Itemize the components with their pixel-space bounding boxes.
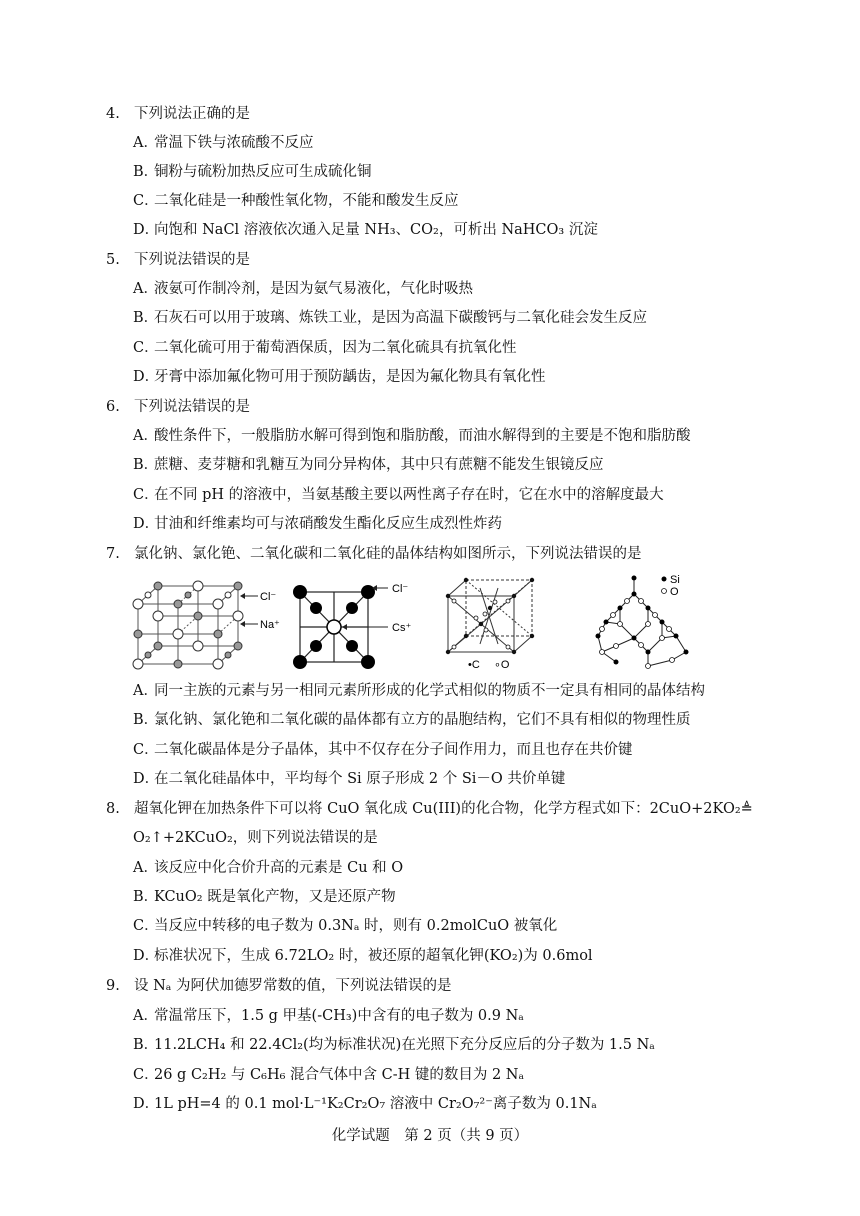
question-stem: 设 Nₐ 为阿伏加德罗常数的值，下列说法错误的是 [134,978,452,994]
option-9a: A．常温常压下，1.5 g 甲基(-CH₃)中含有的电子数为 0.9 Nₐ [133,1008,524,1024]
option-8c: C．当反应中转移的电子数为 0.3Nₐ 时，则有 0.2molCuO 被氧化 [133,918,558,934]
nacl-cl-label: Cl⁻ [260,591,277,603]
option-9b: B．11.2LCH₄ 和 22.4Cl₂(均为标准状况)在光照下充分反应后的分子数为 1.5 Nₐ [133,1037,655,1053]
co2-c-label: •C [468,659,480,671]
o-legend-dot [662,589,667,594]
question-stem: 超氧化钾在加热条件下可以将 CuO 氧化成 Cu(III)的化合物，化学方程式如下：2CuO+2KO₂≜ [134,801,753,817]
question-8-stem-cont: O₂↑+2KCuO₂，则下列说法错误的是 [133,830,378,846]
question-8: 8. 超氧化钾在加热条件下可以将 CuO 氧化成 Cu(III)的化合物，化学方程式如下：2CuO+2KO₂≜ [106,801,753,817]
nacl-na-label: Na⁺ [260,619,280,631]
option-8a: A．该反应中化合价升高的元素是 Cu 和 O [133,860,404,876]
crystal-structures-figure [130,574,730,674]
page-footer: 化学试题 第 2 页（共 9 页） [331,1128,529,1144]
option-6a: A．酸性条件下，一般脂肪水解可得到饱和脂肪酸，而油水解得到的主要是不饱和脂肪酸 [133,428,691,444]
sio2-crystal-figure [590,574,710,672]
option-5b: B．石灰石可以用于玻璃、炼铁工业，是因为高温下碳酸钙与二氧化硅会发生反应 [133,310,647,326]
option-7a: A．同一主族的元素与另一相同元素所形成的化学式相似的物质不一定具有相同的晶体结构 [133,683,705,699]
question-4: 4. 下列说法正确的是 [106,106,250,122]
option-6b: B．蔗糖、麦芽糖和乳糖互为同分异构体，其中只有蔗糖不能发生银镜反应 [133,457,604,473]
question-5: 5. 下列说法错误的是 [106,252,250,268]
co2-o-label: ∘O [494,659,510,671]
option-4c: C．二氧化硅是一种酸性氧化物，不能和酸发生反应 [133,193,459,209]
option-5c: C．二氧化硫可用于葡萄酒保质，因为二氧化硫具有抗氧化性 [133,340,517,356]
option-7c: C．二氧化碳晶体是分子晶体，其中不仅存在分子间作用力，而且也存在共价键 [133,742,633,758]
option-5d: D．牙膏中添加氟化物可用于预防龋齿，是因为氟化物具有氧化性 [133,369,546,385]
option-8b: B．KCuO₂ 既是氧化产物，又是还原产物 [133,889,396,905]
option-9c: C．26 g C₂H₂ 与 C₆H₆ 混合气体中含 C-H 键的数目为 2 Nₐ [133,1067,525,1083]
question-stem: 氯化钠、氯化铯、二氧化碳和二氧化硅的晶体结构如图所示，下列说法错误的是 [134,546,642,562]
sio2-o-label: O [670,586,679,598]
option-7b: B．氯化钠、氯化铯和二氧化碳的晶体都有立方的晶胞结构，它们不具有相似的物理性质 [133,712,691,728]
question-6: 6. 下列说法错误的是 [106,399,250,415]
nacl-crystal-figure [130,574,280,672]
option-5a: A．液氨可作制冷剂，是因为氨气易液化，气化时吸热 [133,281,473,297]
option-4a: A．常温下铁与浓硫酸不反应 [133,135,314,151]
option-9d: D．1L pH=4 的 0.1 mol·L⁻¹K₂Cr₂O₇ 溶液中 Cr₂O₇²⁻离子数为 0.1Nₐ [133,1096,597,1112]
co2-crystal-figure [440,574,550,672]
question-stem: 下列说法错误的是 [134,399,250,415]
si-legend-dot [662,577,667,582]
question-9: 9. 设 Nₐ 为阿伏加德罗常数的值，下列说法错误的是 [106,978,452,994]
option-6d: D．甘油和纤维素均可与浓硝酸发生酯化反应生成烈性炸药 [133,516,502,532]
option-4b: B．铜粉与硫粉加热反应可生成硫化铜 [133,164,372,180]
sio2-si-label: Si [670,574,680,586]
question-stem: 下列说法正确的是 [134,106,250,122]
cscl-cs-label: Cs⁺ [392,622,412,634]
option-7d: D．在二氧化硅晶体中，平均每个 Si 原子形成 2 个 Si－O 共价单键 [133,771,566,787]
option-8d: D．标准状况下，生成 6.72LO₂ 时，被还原的超氧化钾(KO₂)为 0.6mol [133,948,593,964]
option-6c: C．在不同 pH 的溶液中，当氨基酸主要以两性离子存在时，它在水中的溶解度最大 [133,487,664,503]
option-4d: D．向饱和 NaCl 溶液依次通入足量 NH₃、CO₂，可析出 NaHCO₃ 沉淀 [133,222,598,238]
question-7: 7. 氯化钠、氯化铯、二氧化碳和二氧化硅的晶体结构如图所示，下列说法错误的是 [106,546,642,562]
cscl-cl-label: Cl⁻ [392,583,409,595]
cscl-crystal-figure [288,574,438,672]
question-stem: 下列说法错误的是 [134,252,250,268]
